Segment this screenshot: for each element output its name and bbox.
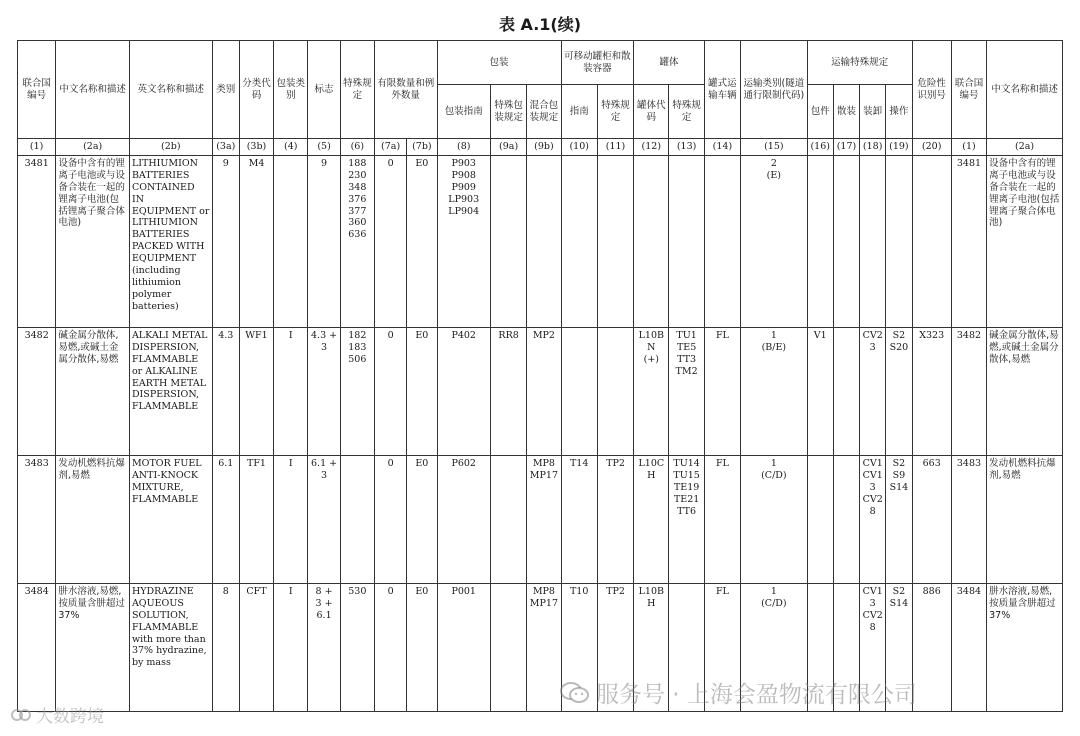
column-index: (2a)	[56, 139, 130, 156]
header-packing-group: 包装类别	[274, 41, 308, 139]
header-bulk: 散装	[833, 85, 859, 139]
header-class-code: 分类代码	[239, 41, 273, 139]
cell-packing-group: I	[274, 584, 308, 712]
cell-en-name: HYDRAZINE AQUEOUS SOLUTION, FLAMMABLE with more than 37% hydrazine, by mass	[129, 584, 212, 712]
cell-un-no: 3484	[18, 584, 56, 712]
cn-name-text: 碱金属分散体,易燃,或碱土金属分散体,易燃	[58, 330, 119, 365]
cell-cn-name	[56, 156, 130, 328]
cell-cn-name	[56, 328, 130, 456]
cn-name-text: 肼水溶液,易燃,	[989, 586, 1053, 597]
cn-name-note: (包括锂离子聚合体电池)	[58, 193, 125, 229]
cell-packing-special	[490, 584, 526, 712]
header-operation: 操作	[886, 85, 912, 139]
header-class: 类别	[212, 41, 239, 139]
cell-packing-special: RR8	[490, 328, 526, 456]
cell-loading: CV23	[860, 328, 886, 456]
cell-bulk	[833, 328, 859, 456]
column-index: (9a)	[490, 139, 526, 156]
cell-loading: CV1 CV13 CV28	[860, 456, 886, 584]
header-pack-instr: 包装指南	[437, 85, 490, 139]
cell-portable-instruction	[561, 156, 597, 328]
cell-packing-instruction: P402	[437, 328, 490, 456]
column-index: (17)	[833, 139, 859, 156]
cell-tank-special: TU1 TE5 TT3 TM2	[669, 328, 704, 456]
cell-packing-group: I	[274, 328, 308, 456]
column-index: (11)	[597, 139, 633, 156]
cell-cn-name-repeat	[987, 156, 1063, 328]
cell-packing-group: I	[274, 456, 308, 584]
cell-transport-category: 1 (C/D)	[741, 456, 808, 584]
header-portable-special: 特殊规定	[597, 85, 633, 139]
cell-packing-group	[274, 156, 308, 328]
logo-text: 大数跨境	[36, 707, 104, 727]
cell-mixed-packing: MP2	[527, 328, 561, 456]
cell-packing-special	[490, 456, 526, 584]
column-index: (2b)	[129, 139, 212, 156]
cell-mixed-packing: MP8 MP17	[527, 456, 561, 584]
header-special-provisions: 特殊规定	[340, 41, 374, 139]
cell-class: 4.3	[212, 328, 239, 456]
cell-mixed-packing	[527, 156, 561, 328]
table-row	[18, 328, 1063, 456]
chain-logo-icon	[10, 707, 32, 723]
cell-packing-instruction: P001	[437, 584, 490, 712]
column-index: (3b)	[239, 139, 273, 156]
cell-bulk	[833, 456, 859, 584]
header-packaging: 包装	[437, 41, 561, 85]
cell-vehicle: FL	[704, 328, 740, 456]
cell-un-no: 3481	[18, 156, 56, 328]
header-cn-name: 中文名称和描述	[56, 41, 130, 139]
cell-packages	[807, 456, 833, 584]
cell-tank-special	[669, 156, 704, 328]
header-tank-code: 罐体代码	[634, 85, 669, 139]
cell-un-no: 3483	[18, 456, 56, 584]
cell-operation	[886, 156, 912, 328]
cell-un-no-repeat: 3482	[951, 328, 986, 456]
cell-packing-instruction: P602	[437, 456, 490, 584]
column-index: (10)	[561, 139, 597, 156]
cn-name-text: 碱金属分散体,易燃,或碱土金属分散体,易燃	[989, 330, 1059, 365]
cell-excepted-quantity: E0	[407, 328, 437, 456]
cell-hazard-id: X323	[912, 328, 951, 456]
header-un-no: 联合国编号	[18, 41, 56, 139]
cell-class-code: TF1	[239, 456, 273, 584]
column-index: (9b)	[527, 139, 561, 156]
header-portable-instr: 指南	[561, 85, 597, 139]
header-loading: 装卸	[860, 85, 886, 139]
column-index: (7b)	[407, 139, 437, 156]
cell-portable-special: TP2	[597, 584, 633, 712]
cell-cn-name-repeat	[987, 456, 1063, 584]
header-labels: 标志	[308, 41, 340, 139]
cell-limited-quantity: 0	[374, 584, 406, 712]
cell-vehicle	[704, 156, 740, 328]
cn-name-text: 发动机燃料抗爆剂,易燃	[58, 458, 125, 481]
cell-portable-instruction: T14	[561, 456, 597, 584]
cell-mixed-packing: MP8 MP17	[527, 584, 561, 712]
cell-vehicle: FL	[704, 456, 740, 584]
cn-name-text: 发动机燃料抗爆剂,易燃	[989, 458, 1056, 481]
watermark	[560, 676, 917, 709]
cell-special-provisions: 182 183 506	[340, 328, 374, 456]
cell-class: 9	[212, 156, 239, 328]
cell-loading	[860, 156, 886, 328]
column-index: (1)	[18, 139, 56, 156]
cell-operation: S2 S9 S14	[886, 456, 912, 584]
cell-class-code: M4	[239, 156, 273, 328]
cell-limited-quantity: 0	[374, 456, 406, 584]
cell-packing-special	[490, 156, 526, 328]
header-hazard-id: 危险性识别号	[912, 41, 951, 139]
cell-portable-instruction	[561, 328, 597, 456]
header-un-no-repeat: 联合国编号	[951, 41, 986, 139]
cell-operation: S2 S20	[886, 328, 912, 456]
cell-special-provisions	[340, 456, 374, 584]
cell-en-name: ALKALI METAL DISPERSION, FLAMMABLE or ALKALINE EARTH METAL DISPERSION, FLAMMABLE	[129, 328, 212, 456]
column-index-row	[18, 139, 1063, 156]
cell-excepted-quantity: E0	[407, 584, 437, 712]
cell-excepted-quantity: E0	[407, 456, 437, 584]
cell-special-provisions: 530	[340, 584, 374, 712]
cell-tank-special: TU14 TU15 TE19 TE21 TT6	[669, 456, 704, 584]
cell-labels: 8 + 3 + 6.1	[308, 584, 340, 712]
column-index: (15)	[741, 139, 808, 156]
cell-excepted-quantity: E0	[407, 156, 437, 328]
header-tank-special: 特殊规定	[669, 85, 704, 139]
header-mixed-packing: 混合包装规定	[527, 85, 561, 139]
column-index: (16)	[807, 139, 833, 156]
column-index: (2a)	[987, 139, 1063, 156]
column-index: (1)	[951, 139, 986, 156]
column-index: (3a)	[212, 139, 239, 156]
column-index: (7a)	[374, 139, 406, 156]
cell-loading: CV13 CV28	[860, 584, 886, 712]
watermark-text: 服务号 · 上海会盈物流有限公司	[596, 682, 917, 708]
cell-un-no-repeat: 3484	[951, 584, 986, 712]
cn-name-text: 肼水溶液,易燃,	[58, 586, 122, 597]
cell-un-no-repeat: 3483	[951, 456, 986, 584]
cell-packing-instruction: P903 P908 P909 LP903 LP904	[437, 156, 490, 328]
cn-name-text: 设备中含有的锂离子电池或与设备合装在一起的锂离子电池	[58, 158, 125, 205]
cell-hazard-id: 663	[912, 456, 951, 584]
cn-name-note: 按质量含肼超过37%	[989, 597, 1056, 621]
cell-vehicle: FL	[704, 584, 740, 712]
cell-portable-special: TP2	[597, 456, 633, 584]
cell-portable-special	[597, 156, 633, 328]
cell-hazard-id: 886	[912, 584, 951, 712]
cell-tank-code	[634, 156, 669, 328]
column-index: (14)	[704, 139, 740, 156]
header-tank: 罐体	[634, 41, 705, 85]
cell-tank-code: L10BN (+)	[634, 328, 669, 456]
cell-labels: 4.3 + 3	[308, 328, 340, 456]
cell-limited-quantity: 0	[374, 156, 406, 328]
cell-portable-instruction: T10	[561, 584, 597, 712]
cell-class: 8	[212, 584, 239, 712]
cn-name-note: 按质量含肼超过37%	[58, 597, 125, 621]
cell-limited-quantity: 0	[374, 328, 406, 456]
cell-hazard-id	[912, 156, 951, 328]
cell-class: 6.1	[212, 456, 239, 584]
column-index: (6)	[340, 139, 374, 156]
cell-class-code: WF1	[239, 328, 273, 456]
cell-labels: 6.1 + 3	[308, 456, 340, 584]
column-index: (4)	[274, 139, 308, 156]
cell-transport-category: 1 (B/E)	[741, 328, 808, 456]
column-index: (18)	[860, 139, 886, 156]
header-transport-category: 运输类别(隧道通行限制代码)	[741, 41, 808, 139]
header-portable-tanks: 可移动罐柜和散装容器	[561, 41, 634, 85]
column-index: (8)	[437, 139, 490, 156]
column-index: (12)	[634, 139, 669, 156]
header-packages: 包件	[807, 85, 833, 139]
cell-transport-category: 1 (C/D)	[741, 584, 808, 712]
header-vehicle: 罐式运输车辆	[704, 41, 740, 139]
cn-name-text: 设备中含有的锂离子电池或与设备合装在一起的锂离子电池	[989, 158, 1056, 205]
column-index: (13)	[669, 139, 704, 156]
cell-bulk	[833, 156, 859, 328]
cell-cn-name-repeat	[987, 584, 1063, 712]
brand-logo	[10, 702, 104, 727]
cell-portable-special	[597, 328, 633, 456]
wechat-icon	[560, 681, 590, 705]
header-en-name: 英文名称和描述	[129, 41, 212, 139]
header-special-transport: 运输特殊规定	[807, 41, 912, 85]
header-pack-special: 特殊包装规定	[490, 85, 526, 139]
cell-en-name: MOTOR FUEL ANTI-KNOCK MIXTURE, FLAMMABLE	[129, 456, 212, 584]
cell-operation: S2 S14	[886, 584, 912, 712]
cell-class-code: CFT	[239, 584, 273, 712]
cell-packages: V1	[807, 328, 833, 456]
cell-cn-name	[56, 584, 130, 712]
table-row	[18, 156, 1063, 328]
table-row	[18, 456, 1063, 584]
cell-tank-code: L10CH	[634, 456, 669, 584]
cell-un-no-repeat: 3481	[951, 156, 986, 328]
cell-cn-name-repeat	[987, 328, 1063, 456]
cell-packages	[807, 156, 833, 328]
cell-cn-name	[56, 456, 130, 584]
column-index: (19)	[886, 139, 912, 156]
column-index: (5)	[308, 139, 340, 156]
cell-tank-code: L10BH	[634, 584, 669, 712]
dangerous-goods-table	[17, 40, 1063, 712]
header-cn-name-repeat: 中文名称和描述	[987, 41, 1063, 139]
cell-special-provisions: 188 230 348 376 377 360 636	[340, 156, 374, 328]
cell-un-no: 3482	[18, 328, 56, 456]
table-title: 表 A.1(续)	[498, 15, 582, 34]
header-lq-eq: 有限数量和例外数量	[374, 41, 437, 139]
column-index: (20)	[912, 139, 951, 156]
cell-transport-category: 2 (E)	[741, 156, 808, 328]
cell-en-name: LITHIUMION BATTERIES CONTAINED IN EQUIPMENT or LITHIUMION BATTERIES PACKED WITH EQUIPMENT (including lithiumion polymer batteries)	[129, 156, 212, 328]
cn-name-note: (包括锂离子聚合体电池)	[989, 193, 1060, 229]
cell-labels: 9	[308, 156, 340, 328]
